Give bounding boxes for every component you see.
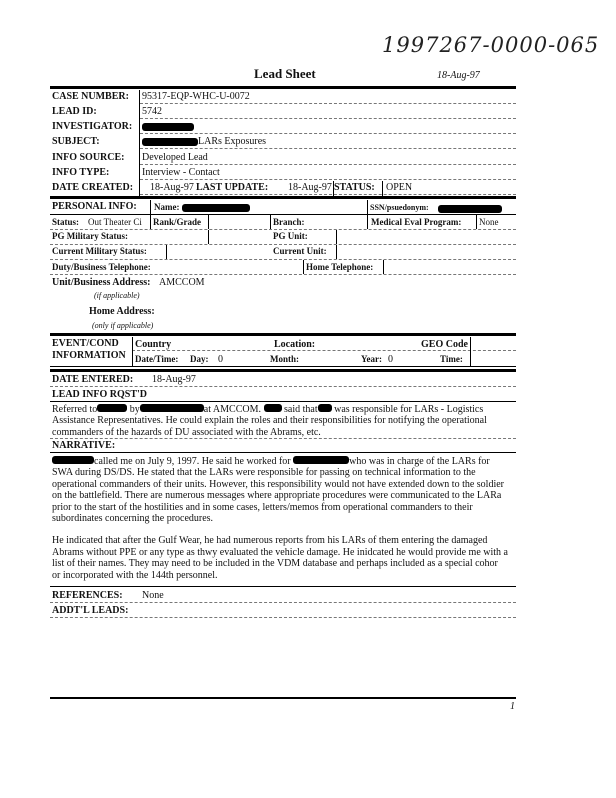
rank-grade-label: Rank/Grade: [153, 217, 202, 227]
country-label: Country: [135, 339, 172, 350]
status-field-label: Status:: [52, 217, 80, 227]
redaction-mark: [264, 404, 282, 412]
if-applicable-note: (if applicable): [94, 291, 140, 300]
medical-eval-value: None: [479, 217, 499, 227]
narrative-text: called me on July 9, 1997. He said he worked for who was in charge of the LARs for SWA during DS/DS. He stated that the LARs were responsible for passing on technical information to the operational commanders of their units. However, this responsibility would not have extended down to the soldier on the battlefield. There are numerous messages where appropriate procedures were communicated to the LARa prior to the start of the hostilities and in some cases, letters/memos from operational commanders to their subordinates concerning the procedures. He indicated that after the Gulf Wear, he had numerous reports from his LARs of them entering the damaged Abrams without PPE or any type as thwy evaluated the vehicle damage. He inidcated he would provide me with a list of their names. They may need to be included in the VDM database and perhaps included as a special cohor or incorporated with the 144th personnel.: [52, 456, 508, 581]
info-type-value: Interview - Contact: [142, 167, 220, 178]
redaction-mark: [142, 138, 198, 146]
top-rule: [50, 86, 516, 89]
branch-label: Branch:: [273, 217, 305, 227]
pg-military-status-label: PG Military Status:: [52, 231, 128, 241]
status-field-value: Out Theater Ci: [88, 217, 142, 227]
status-value: OPEN: [386, 182, 413, 193]
lead-info-label: LEAD INFO RQST'D: [52, 389, 148, 400]
year-label: Year:: [361, 354, 382, 364]
footer-rule: [50, 697, 516, 699]
redaction-mark: [293, 456, 349, 464]
medical-eval-label: Medical Eval Program:: [371, 217, 462, 227]
references-label: REFERENCES:: [52, 590, 123, 601]
case-number-label: CASE NUMBER:: [52, 91, 129, 102]
info-source-label: INFO SOURCE:: [52, 152, 125, 163]
day-value: 0: [218, 354, 223, 365]
info-source-value: Developed Lead: [142, 152, 208, 163]
current-unit-label: Current Unit:: [273, 246, 327, 256]
time-label: Time:: [440, 354, 463, 364]
redaction-mark: [52, 456, 94, 464]
event-information-label: INFORMATION: [52, 350, 126, 361]
last-update-label: LAST UPDATE:: [196, 182, 269, 193]
section-rule: [50, 333, 516, 336]
last-update-value: 18-Aug-97: [288, 182, 332, 193]
redaction-mark: [97, 404, 127, 412]
redaction-mark: [140, 404, 204, 412]
narrative-label: NARRATIVE:: [52, 440, 116, 451]
geo-code-label: GEO Code: [421, 339, 468, 350]
only-if-applicable-note: (only if applicable): [92, 321, 154, 330]
redaction-mark: [438, 205, 502, 213]
personal-info-label: PERSONAL INFO:: [52, 201, 137, 212]
redaction-mark: [142, 123, 194, 131]
current-military-status-label: Current Military Status:: [52, 246, 147, 256]
ssn-label: SSN/psuedonym:: [370, 203, 429, 212]
location-label: Location:: [274, 339, 316, 350]
additional-leads-label: ADDT'L LEADS:: [52, 605, 129, 616]
section-rule: [50, 196, 516, 199]
duty-telephone-label: Duty/Business Telephone:: [52, 262, 151, 272]
unit-address-value: AMCCOM: [159, 277, 205, 288]
event-cond-label: EVENT/COND: [52, 338, 119, 349]
name-label: Name:: [154, 202, 180, 212]
year-value: 0: [388, 354, 393, 365]
lead-id-label: LEAD ID:: [52, 106, 97, 117]
redaction-mark: [318, 404, 332, 412]
references-value: None: [142, 590, 164, 601]
subject-label: SUBJECT:: [52, 136, 100, 147]
pg-unit-label: PG Unit:: [273, 231, 308, 241]
lead-info-text: Referred to by at AMCCOM. said that was responsible for LARs - Logistics Assistance Representatives. He could explain the roles and their responsibilities for notifying the operational commanders of the hazards of DU associated with the Abrams, etc.: [52, 404, 487, 438]
page-number: 1: [510, 701, 515, 712]
status-label: STATUS:: [334, 182, 375, 193]
page-title: Lead Sheet: [254, 66, 316, 81]
lead-id-value: 5742: [142, 106, 162, 117]
day-label: Day:: [190, 354, 209, 364]
unit-address-label: Unit/Business Address:: [52, 277, 151, 288]
case-number-value: 95317-EQP-WHC-U-0072: [142, 91, 250, 102]
home-address-label: Home Address:: [89, 306, 155, 317]
month-label: Month:: [270, 354, 299, 364]
date-entered-value: 18-Aug-97: [152, 374, 196, 385]
home-telephone-label: Home Telephone:: [306, 262, 374, 272]
redaction-mark: [182, 204, 250, 212]
header-date: 18-Aug-97: [437, 70, 480, 81]
handwritten-document-id: 1997267-0000-065: [382, 33, 600, 57]
date-created-value: 18-Aug-97: [150, 182, 194, 193]
subject-value: LARs Exposures: [198, 136, 267, 147]
date-entered-label: DATE ENTERED:: [52, 374, 134, 385]
section-rule: [50, 369, 516, 372]
info-type-label: INFO TYPE:: [52, 167, 110, 178]
investigator-label: INVESTIGATOR:: [52, 121, 133, 132]
date-time-label: Date/Time:: [135, 354, 179, 364]
date-created-label: DATE CREATED:: [52, 182, 134, 193]
